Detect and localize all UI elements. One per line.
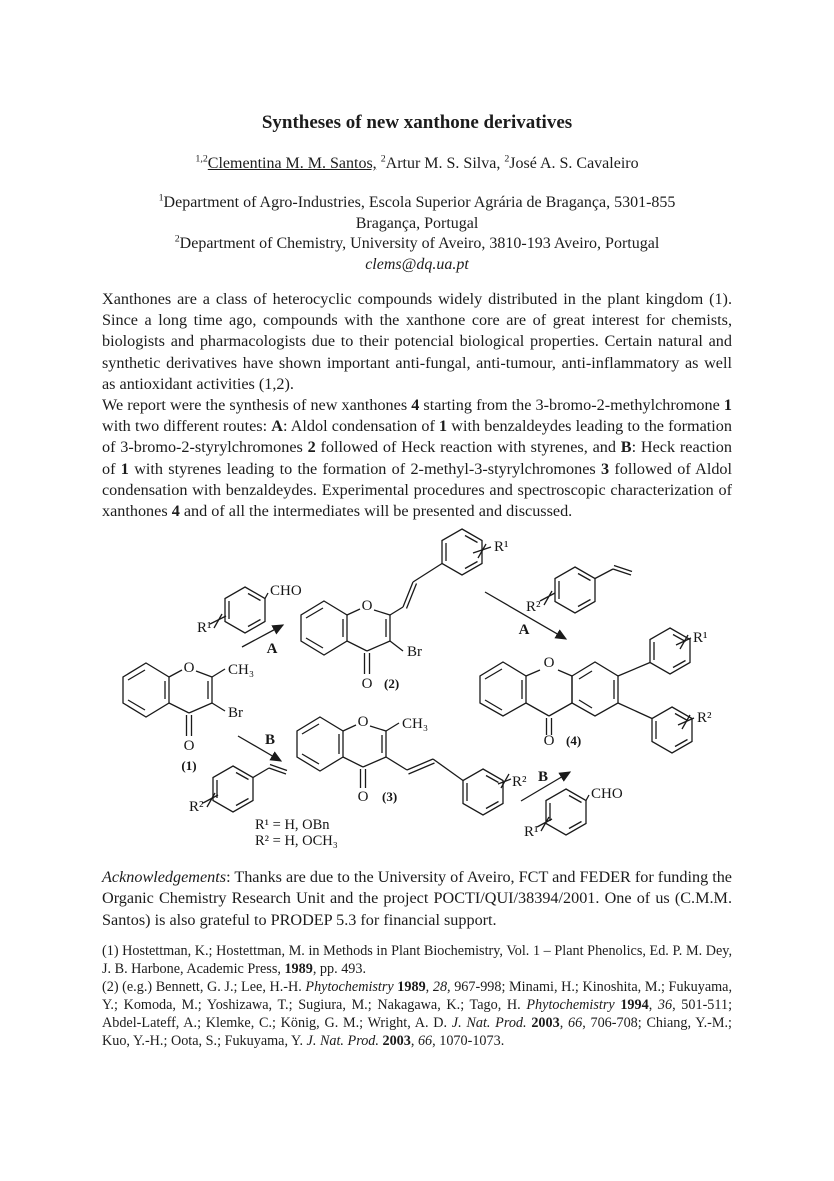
compound-3-structure [297, 714, 527, 815]
compound-4-ring-oxygen-label: O [543, 655, 555, 672]
styrene-bottom-r2-label: R² [189, 799, 204, 816]
benzaldehyde-top-cho-label: CHO [270, 583, 302, 600]
compound-1-number-label: (1) [181, 758, 197, 774]
styrene-top-r2-label: R² [526, 599, 541, 616]
compound-3-methyl-label: CH₃ [402, 716, 429, 733]
reference-1: (1) Hostettman, K.; Hostettman, M. in Methods in Plant Biochemistry, Vol. 1 – Plant Phenolics, Ed. P. M. Dey, J. B. Harbone, Academic Press, 1989, pp. 493. [102, 942, 732, 977]
reaction-scheme-diagram [102, 522, 734, 867]
compound-1-keto-oxygen-label: O [183, 738, 195, 755]
affiliation-2: $^2$Department of Chemistry, University of Aveiro, 3810-193 Aveiro, Portugal [174, 233, 660, 252]
affiliation-1-line-2: Bragança, Portugal [355, 214, 479, 232]
styrene-reagent-bottom [189, 765, 287, 816]
compound-1-ring-oxygen-label: O [183, 660, 195, 677]
reference-2: (2) (e.g.) Bennett, G. J.; Lee, H.-H. Phytochemistry 1989, 28, 967-998; Minami, H.; Kinoshita, M.; Fukuyama, Y.; Komoda, M.; Yoshizawa, T.; Sugiura, M.; Nakagawa, K.; Tago, H. Phytochemistry 1994, 36, 501-511; Abdel-Lateff, A.; Klemke, C.; König, G. M.; Wright, A. D. J. Nat. Prod. 2003, 66, 706-708; Chiang, Y.-M.; Kuo, Y.-H.; Oota, S.; Fukuyama, Y. J. Nat. Prod. 2003, 66, 1070-1073. [102, 978, 733, 1049]
paper-title: Syntheses of new xanthone derivatives [261, 112, 573, 133]
compound-2-bromo-label: Br [407, 644, 422, 661]
benzaldehyde-reagent-bottom [524, 786, 623, 840]
r-group-legend [255, 817, 338, 849]
benzaldehyde-top-r1-label: R¹ [197, 620, 212, 637]
benzaldehyde-reagent-top [197, 583, 302, 636]
route-b-arrow-2-label: B [537, 769, 549, 786]
abstract-paragraph-2: We report were the synthesis of new xanthones 4 starting from the 3-bromo-2-methylchromone 1 with two different routes: A: Aldol condensation of 1 with benzaldeydes leading to the formation of 3-bromo-2-styrylchromones 2 followed of Heck reaction with styrenes, and B: Heck reaction of 1 with styrenes leading to the formation of 2-methyl-3-styrylchromones 3 followed of Aldol condensation with benzaldeydes. Experimental procedures and spectroscopic characterization of xanthones 4 and of all the intermediates will be presented and discussed. [102, 396, 733, 521]
compound-1-structure [123, 660, 254, 773]
route-a-arrow-1 [242, 625, 283, 657]
route-b-arrow-1-label: B [264, 732, 276, 749]
compound-2-keto-oxygen-label: O [361, 676, 373, 693]
compound-4-r2-label: R² [697, 710, 712, 727]
compound-3-keto-oxygen-label: O [357, 789, 369, 806]
legend-r2-definition: R² = H, OCH₃ [255, 833, 338, 850]
compound-4-keto-oxygen-label: O [543, 733, 555, 750]
route-b-arrow-2 [521, 769, 570, 801]
route-a-arrow-1-label: A [266, 641, 278, 658]
route-a-arrow-2-label: A [518, 622, 530, 639]
compound-3-r2-label: R² [512, 774, 527, 791]
compound-2-r1-label: R¹ [494, 539, 509, 556]
abstract-paragraph-1: Xanthones are a class of heterocyclic compounds widely distributed in the plant kingdom (1). Since a long time ago, compounds with the xanthone core are of great interest for chemists, biologists and pharmacologists due to their potencial biological properties. Certain natural and synthetic derivatives have shown important anti-fungal, anti-tumour, anti-inflammatory as well as antioxidant activities (1,2). [102, 290, 732, 393]
acknowledgements-paragraph: Acknowledgements: Thanks are due to the University of Aveiro, FCT and FEDER for funding the Organic Chemistry Research Unit and the project POCTI/QUI/38394/2001. One of us (C.M.M. Santos) is also grateful to PRODEP 5.3 for financial support. [102, 868, 732, 929]
compound-2-structure [301, 529, 509, 692]
affiliations [102, 193, 732, 275]
route-b-arrow-1 [238, 732, 281, 761]
email-address: clems@dq.ua.pt [365, 255, 469, 273]
compound-3-number-label: (3) [382, 789, 398, 805]
author-line: $^{1,2}$Clementina M. M. Santos, $^2$Artur M. S. Silva, $^2$José A. S. Cavaleiro [195, 153, 639, 172]
benzaldehyde-bottom-r1-label: R¹ [524, 824, 539, 841]
compound-2-number-label: (2) [384, 676, 400, 692]
compound-1-bromo-label: Br [228, 705, 243, 722]
affiliation-1-line-1: $^1$Department of Agro-Industries, Escola Superior Agrária de Bragança, 5301-855 [158, 192, 676, 211]
styrene-reagent-top [526, 566, 632, 616]
benzaldehyde-bottom-cho-label: CHO [591, 786, 623, 803]
compound-1-methyl-label: CH₃ [228, 662, 255, 679]
compound-2-ring-oxygen-label: O [361, 598, 373, 615]
compound-3-ring-oxygen-label: O [357, 714, 369, 731]
compound-4-r1-label: R¹ [693, 630, 708, 647]
compound-4-structure [480, 628, 712, 753]
legend-r1-definition: R¹ = H, OBn [255, 817, 330, 834]
compound-4-number-label: (4) [566, 733, 582, 749]
abstract-body [102, 289, 732, 522]
